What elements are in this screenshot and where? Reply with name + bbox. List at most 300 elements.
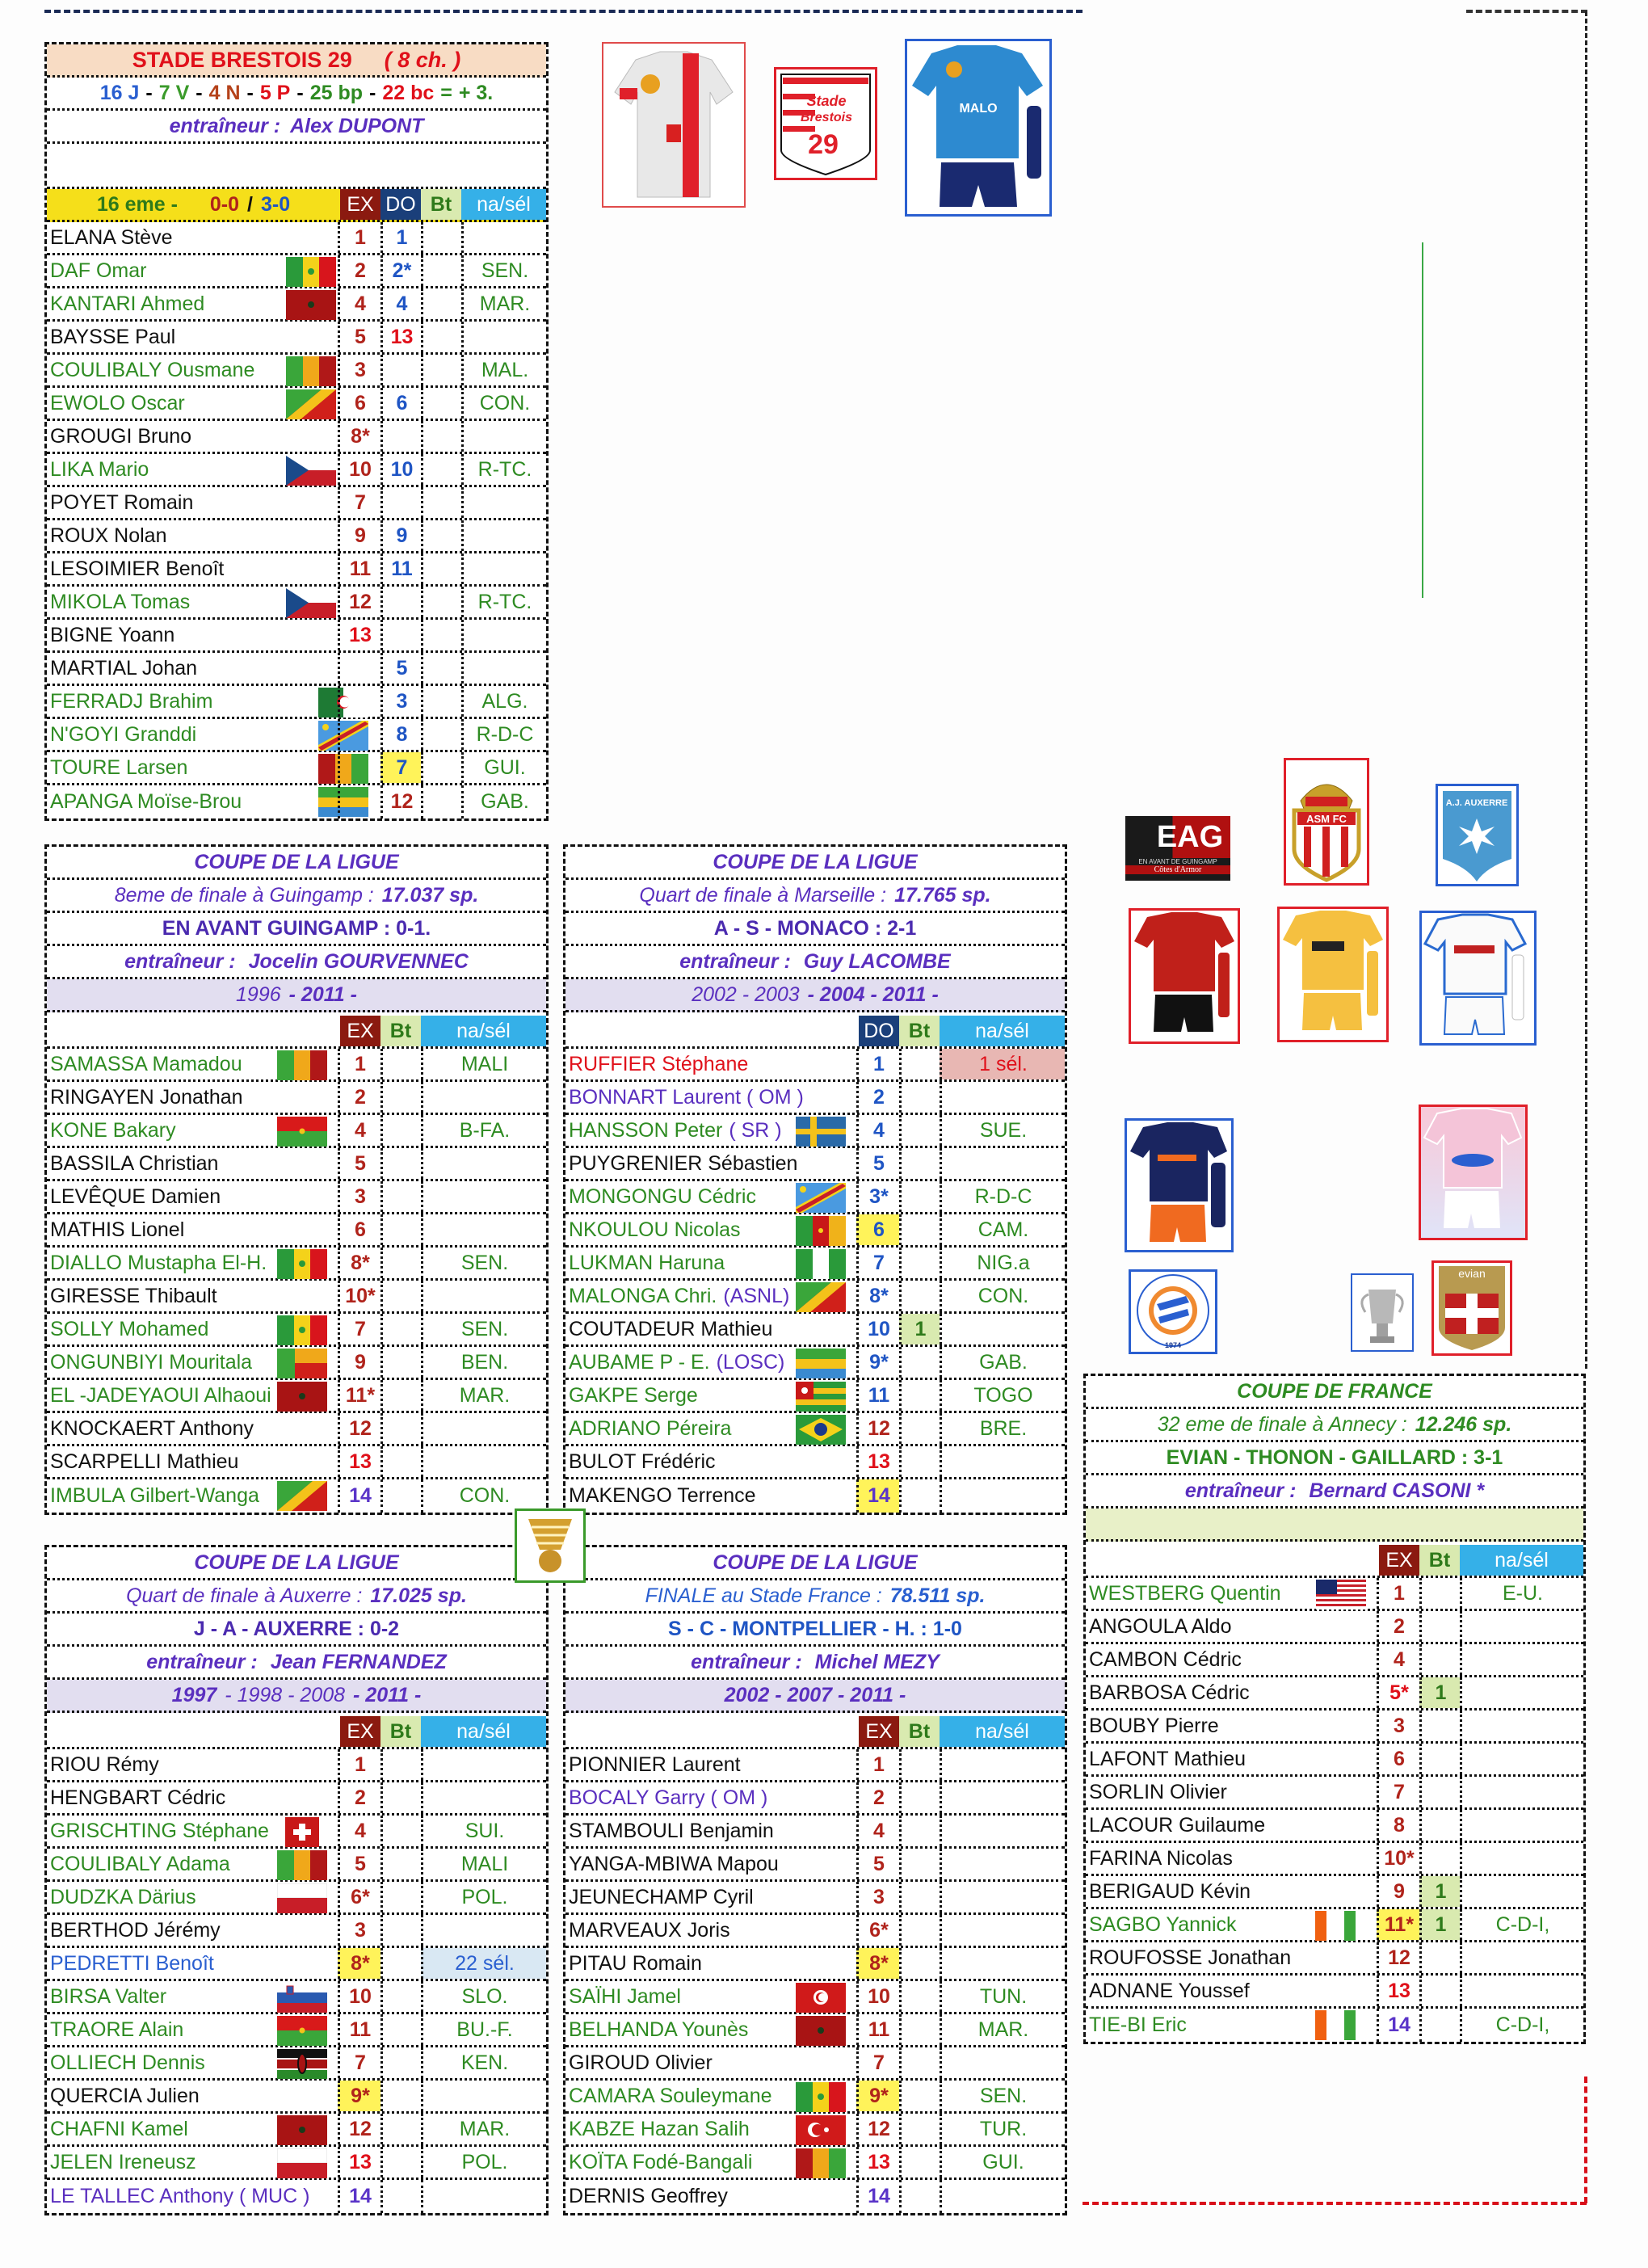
opponent-score: S - C - MONTPELLIER - H. : 1-0	[668, 1617, 962, 1640]
bt-cell	[899, 1882, 940, 1912]
player-name	[1089, 1744, 1372, 1774]
nationality	[940, 1148, 1065, 1179]
ex-number: 4	[856, 1816, 899, 1846]
bt-cell	[380, 1214, 421, 1245]
bt-cell	[421, 255, 461, 286]
opponent-score: EVIAN - THONON - GAILLARD : 3-1	[1166, 1445, 1503, 1469]
player-name-text: SCARPELLI Mathieu	[50, 1450, 239, 1473]
bt-cell	[899, 1214, 940, 1245]
ex-number: 8*	[338, 421, 380, 452]
player-row	[47, 719, 546, 752]
ex-number: 11	[338, 553, 380, 584]
player-row	[565, 2180, 1065, 2213]
venue: Quart de finale à Auxerre :	[126, 1584, 363, 1607]
player-row	[47, 1749, 546, 1782]
do-number: 4	[380, 288, 421, 319]
ex-number	[338, 686, 380, 717]
nationality	[421, 1281, 546, 1311]
flag-mali-icon	[286, 356, 336, 384]
nationality	[461, 520, 546, 551]
player-row	[565, 1248, 1065, 1281]
bt-cell	[421, 421, 461, 452]
player-row	[565, 1380, 1065, 1413]
ex-number: 2	[856, 1782, 899, 1813]
flag-kenya-icon	[277, 2049, 327, 2077]
player-name-text: ANGOULA Aldo	[1089, 1614, 1232, 1638]
do-number: 4	[856, 1115, 899, 1146]
player-row	[1086, 1909, 1583, 1942]
col-ex-header: EX	[340, 1716, 380, 1747]
player-name-text: TRAORE Alain	[50, 2018, 184, 2041]
ex-number: 14	[856, 2180, 899, 2213]
coach-row	[1086, 1475, 1583, 1508]
flag-mali-icon	[277, 1050, 327, 1078]
player-name-text: BULOT Frédéric	[569, 1450, 716, 1473]
bottom-right-red-border	[1083, 2202, 1587, 2205]
nationality	[461, 322, 546, 352]
player-name	[1089, 1644, 1372, 1675]
bt-cell: 1	[1419, 1677, 1460, 1708]
eag-logo-region: Côtes d'Armor	[1125, 865, 1230, 874]
do-number: 13	[856, 1446, 899, 1477]
player-name	[569, 1782, 853, 1813]
do-number: 3*	[856, 1181, 899, 1212]
stat-losses: 5 P	[259, 81, 291, 104]
player-row	[47, 288, 546, 322]
bt-cell	[380, 2014, 421, 2045]
player-name	[50, 1181, 334, 1212]
nationality	[461, 553, 546, 584]
player-row	[47, 1849, 546, 1882]
venue: 8eme de finale à Guingamp :	[114, 883, 374, 907]
monaco-logo-text: ASM FC	[1306, 813, 1347, 825]
player-row	[47, 2180, 546, 2213]
ex-number: 1	[338, 1049, 380, 1079]
bt-cell	[421, 686, 461, 717]
coach-row	[47, 1647, 546, 1680]
do-number	[380, 355, 421, 385]
nationality	[940, 1816, 1065, 1846]
bt-cell	[899, 1915, 940, 1946]
player-name	[569, 1849, 853, 1879]
player-row	[1086, 1611, 1583, 1644]
column-header-row	[565, 1713, 1065, 1749]
final-year: 1997	[171, 1683, 217, 1706]
nationality	[940, 1749, 1065, 1780]
stat-games: 16 J	[99, 81, 140, 104]
col-ns-header: na/sél	[940, 1016, 1065, 1046]
player-name-text: MAKENGO Terrence	[569, 1484, 756, 1507]
col-ns-header: na/sél	[421, 1016, 546, 1046]
nationality: BU.-F.	[421, 2014, 546, 2045]
ex-number: 9	[1377, 1876, 1419, 1907]
player-name	[1089, 1677, 1372, 1708]
nationality: POL.	[421, 1882, 546, 1912]
sep: -	[145, 81, 153, 104]
flag-benin-icon	[277, 1349, 327, 1376]
ex-number: 4	[338, 1115, 380, 1146]
player-row	[47, 1347, 546, 1380]
round-label	[47, 189, 340, 220]
nationality	[421, 1749, 546, 1780]
do-number: 7	[856, 1248, 899, 1278]
player-name-text: COUTADEUR Mathieu	[569, 1317, 773, 1340]
nationality: SUE.	[940, 1115, 1065, 1146]
final-year: - 1998 - 2008	[225, 1683, 346, 1706]
svg-text:29: 29	[808, 129, 839, 160]
player-row	[565, 1948, 1065, 1981]
brest-player-rows	[47, 222, 546, 818]
player-name	[50, 1281, 334, 1311]
sep: -	[195, 81, 203, 104]
player-name	[50, 2180, 334, 2213]
flag-slovenia-icon	[277, 1983, 327, 2010]
venue-row	[47, 1580, 546, 1614]
nationality: POL.	[421, 2147, 546, 2178]
nationality: TOGO	[940, 1380, 1065, 1411]
player-row	[47, 1148, 546, 1181]
nationality: BEN.	[421, 1347, 546, 1378]
ex-number: 2	[338, 1082, 380, 1113]
player-name-text: RIOU Rémy	[50, 1753, 159, 1776]
player-row	[47, 487, 546, 520]
ex-number: 14	[1377, 2009, 1419, 2042]
bt-cell	[421, 355, 461, 385]
nationality: GUI.	[461, 752, 546, 783]
player-name-text: PIONNIER Laurent	[569, 1753, 741, 1776]
coach-name: Michel MEZY	[814, 1650, 940, 1673]
ex-number: 1	[1377, 1578, 1419, 1609]
nationality: SEN.	[421, 1314, 546, 1344]
player-name	[50, 1782, 334, 1813]
ex-number: 2	[338, 1782, 380, 1813]
do-number: 11	[380, 553, 421, 584]
nationality: MAL.	[461, 355, 546, 385]
player-row	[565, 1749, 1065, 1782]
nationality: NIG.a	[940, 1248, 1065, 1278]
player-name-text: SAGBO Yannick	[1089, 1912, 1237, 1936]
player-row	[47, 620, 546, 653]
nationality: R-TC.	[461, 587, 546, 617]
player-name: KANTARI Ahmed	[50, 292, 205, 315]
right-border-dashed	[1585, 11, 1587, 1369]
stat-goals-for: 25 bp	[309, 81, 363, 104]
player-name-text: RUFFIER Stéphane	[569, 1052, 749, 1075]
column-header-row	[565, 1012, 1065, 1049]
player-club: (LOSC)	[716, 1350, 785, 1374]
player-row	[565, 1479, 1065, 1513]
col-ns-header: na/sél	[1460, 1545, 1583, 1576]
player-row	[47, 553, 546, 587]
bt-cell	[421, 487, 461, 518]
nationality	[940, 1849, 1065, 1879]
opponent-row	[47, 913, 546, 946]
bt-cell	[1419, 1644, 1460, 1675]
venue-row	[565, 880, 1065, 913]
player-row	[47, 1479, 546, 1513]
auxerre-crest-icon	[1438, 786, 1516, 884]
nationality: TUN.	[940, 1981, 1065, 2012]
player-name-text: KNOCKAERT Anthony	[50, 1416, 254, 1440]
ex-number: 11	[856, 2014, 899, 2045]
nationality	[421, 1413, 546, 1444]
bt-cell	[899, 1181, 940, 1212]
player-row	[47, 2081, 546, 2114]
player-name-text: HENGBART Cédric	[50, 1786, 226, 1809]
nationality: SLO.	[421, 1981, 546, 2012]
bt-cell	[899, 2047, 940, 2078]
competition-row	[47, 1547, 546, 1580]
bt-cell	[421, 752, 461, 783]
competition-row	[1086, 1376, 1583, 1409]
player-name-text: BELHANDA Younès	[569, 2018, 749, 2041]
crest-icon	[776, 69, 875, 178]
player-row	[565, 2114, 1065, 2147]
ex-number: 2	[1377, 1611, 1419, 1642]
ex-number: 6	[1377, 1744, 1419, 1774]
ex-number: 9*	[856, 2081, 899, 2111]
kit-icon	[1131, 911, 1238, 1041]
do-number: 5	[380, 653, 421, 684]
player-name	[569, 1479, 853, 1513]
player-name	[50, 1446, 334, 1477]
nationality	[940, 1082, 1065, 1113]
do-number: 5	[856, 1148, 899, 1179]
column-header-row	[47, 1713, 546, 1749]
nationality	[940, 1446, 1065, 1477]
do-number: 10	[856, 1314, 899, 1344]
player-name-text: CAMARA Souleymane	[569, 2084, 772, 2107]
bt-cell	[421, 587, 461, 617]
bt-cell	[1419, 1976, 1460, 2006]
nationality: R-D-C	[940, 1181, 1065, 1212]
bt-cell	[899, 2147, 940, 2178]
bt-cell	[899, 1749, 940, 1780]
ex-number: 4	[338, 288, 380, 319]
ex-number: 8*	[338, 1248, 380, 1278]
nationality	[940, 1479, 1065, 1513]
col-ns-header: na/sél	[940, 1716, 1065, 1747]
player-row	[565, 1782, 1065, 1816]
brest-squad-table	[44, 42, 549, 821]
opponent-score: EN AVANT GUINGAMP : 0-1.	[162, 916, 431, 940]
col-ns-header: na/sél	[421, 1716, 546, 1747]
flag-burkina-icon	[277, 1117, 327, 1144]
coach-label: entraîneur :	[691, 1650, 802, 1673]
player-name-text: MALONGA Chri.	[569, 1284, 717, 1307]
bt-cell	[899, 1082, 940, 1113]
player-row	[47, 1981, 546, 2014]
do-number: 8	[380, 719, 421, 750]
player-row	[1086, 1976, 1583, 2009]
bt-cell	[899, 1115, 940, 1146]
flag-morocco-icon	[277, 2115, 327, 2143]
ex-number	[338, 785, 380, 818]
flag-usa-icon	[1316, 1580, 1366, 1607]
player-name	[1089, 1710, 1372, 1741]
auxerre-logo-text: A.J. AUXERRE	[1445, 798, 1508, 808]
player-row	[565, 1181, 1065, 1214]
ex-number: 12	[856, 2114, 899, 2144]
player-row	[47, 1281, 546, 1314]
player-name-text: ROUFOSSE Jonathan	[1089, 1946, 1292, 1969]
top-border-dashed	[44, 10, 1083, 13]
player-name	[50, 1749, 334, 1780]
nationality	[940, 1915, 1065, 1946]
player-name	[50, 2081, 334, 2111]
ex-number: 3	[856, 1882, 899, 1912]
player-name	[50, 1915, 334, 1946]
bt-cell	[899, 1446, 940, 1477]
opponent-score: A - S - MONACO : 2-1	[713, 916, 917, 940]
ex-number: 12	[338, 587, 380, 617]
player-name-text: DERNIS Geoffrey	[569, 2185, 728, 2207]
player-name	[569, 1948, 853, 1979]
player-name: APANGA Moïse-Brou	[50, 790, 242, 813]
flag-tunisia-icon	[796, 1983, 846, 2010]
bt-cell	[421, 785, 461, 818]
player-name-text: KABZE Hazan Salih	[569, 2117, 750, 2140]
player-name: LESOIMIER Benoît	[50, 557, 225, 580]
col-ex-header: EX	[340, 1016, 380, 1046]
player-row	[565, 1849, 1065, 1882]
player-name-text: JEUNECHAMP Cyril	[569, 1885, 754, 1908]
ex-number	[338, 752, 380, 783]
match-table-guingamp	[44, 844, 549, 1515]
player-name	[569, 1749, 853, 1780]
bt-cell	[1419, 2009, 1460, 2042]
player-row	[47, 1882, 546, 1915]
flag-brazil-icon	[796, 1415, 846, 1442]
bt-cell	[899, 1049, 940, 1079]
col-do-header: DO	[859, 1016, 899, 1046]
coach-label: entraîneur :	[169, 114, 281, 137]
player-row	[47, 1049, 546, 1082]
do-number: 7	[380, 752, 421, 783]
coach-label: entraîneur :	[1184, 1479, 1297, 1502]
ex-number: 3	[338, 355, 380, 385]
flag-morocco-icon	[796, 2016, 846, 2043]
ex-number: 6*	[338, 1882, 380, 1912]
player-row	[47, 1948, 546, 1981]
player-row	[47, 587, 546, 620]
ex-number: 10	[338, 1981, 380, 2012]
final-year: 2002 - 2007 - 2011 -	[724, 1683, 906, 1706]
player-row	[47, 222, 546, 255]
do-number	[380, 587, 421, 617]
flag-congo-icon	[277, 1481, 327, 1511]
player-name-text: SORLIN Olivier	[1089, 1780, 1227, 1803]
nationality: GUI.	[940, 2147, 1065, 2178]
bt-cell: 1	[899, 1314, 940, 1344]
monaco-kit-image	[1277, 907, 1389, 1042]
player-row	[565, 2047, 1065, 2081]
player-row	[47, 255, 546, 288]
player-name	[50, 1214, 334, 1245]
bt-cell	[1419, 1710, 1460, 1741]
competition-row	[47, 847, 546, 880]
flag-senegal-icon	[796, 2082, 846, 2110]
nationality	[940, 1882, 1065, 1912]
flag-mali-icon	[277, 1850, 327, 1878]
ex-number: 5	[338, 1849, 380, 1879]
do-number: 10	[380, 454, 421, 485]
nationality	[421, 1148, 546, 1179]
trophy-icon	[517, 1511, 583, 1580]
player-name: DAF Omar	[50, 259, 147, 282]
nationality: SEN.	[940, 2081, 1065, 2111]
do-number: 11	[856, 1380, 899, 1411]
player-row	[565, 1816, 1065, 1849]
player-name-text: DIALLO Mustapha El-H.	[50, 1251, 267, 1274]
player-row	[47, 454, 546, 487]
player-name: GROUGI Bruno	[50, 424, 192, 448]
auxerre-kit-image	[1419, 911, 1537, 1046]
nationality	[421, 1782, 546, 1813]
player-name	[50, 1413, 334, 1444]
bt-cell	[421, 653, 461, 684]
ex-number: 11*	[338, 1380, 380, 1411]
attendance: 12.246 sp.	[1415, 1412, 1512, 1436]
nationality: KEN.	[421, 2047, 546, 2078]
ex-number: 12	[1377, 1942, 1419, 1973]
player-name-text: KONE Bakary	[50, 1118, 176, 1142]
montpellier-logo	[1129, 1269, 1217, 1354]
player-name	[569, 1082, 853, 1113]
nationality: BRE.	[940, 1413, 1065, 1444]
opponent-row	[565, 913, 1065, 946]
do-number: 12	[856, 1413, 899, 1444]
nationality: MAR.	[940, 2014, 1065, 2045]
bt-cell	[421, 520, 461, 551]
flag-poland-icon	[277, 1883, 327, 1911]
player-row	[1086, 1710, 1583, 1744]
player-row	[565, 1314, 1065, 1347]
brest-home-jersey-image	[602, 42, 746, 208]
bt-cell	[380, 1248, 421, 1278]
ex-number: 14	[338, 2180, 380, 2213]
stat-goals-against: 22 bc	[382, 81, 435, 104]
opponent-score: J - A - AUXERRE : 0-2	[193, 1617, 400, 1640]
flag-ivory-icon	[1312, 2010, 1362, 2040]
player-name	[569, 2180, 853, 2213]
ex-number: 14	[338, 1479, 380, 1513]
ex-number: 9	[338, 1347, 380, 1378]
nationality	[1460, 1710, 1583, 1741]
brest-title-extra: ( 8 ch. )	[384, 47, 461, 72]
bt-cell	[380, 1948, 421, 1979]
player-name-text: KOÏTA Fodé-Bangali	[569, 2150, 753, 2173]
player-row	[47, 1413, 546, 1446]
nationality: CON.	[940, 1281, 1065, 1311]
coupe-de-la-ligue-trophy-image	[515, 1508, 586, 1583]
top-right-border-dashed	[1466, 10, 1587, 13]
player-row	[47, 1446, 546, 1479]
player-name: ROUX Nolan	[50, 524, 167, 547]
nationality	[421, 2180, 546, 2213]
player-name-text: JELEN Ireneusz	[50, 2150, 196, 2173]
nationality: MALI	[421, 1049, 546, 1079]
player-row	[47, 1380, 546, 1413]
bt-cell	[899, 1413, 940, 1444]
monaco-logo	[1284, 758, 1369, 886]
nationality	[461, 487, 546, 518]
ex-number: 10	[856, 1981, 899, 2012]
ex-number: 7	[856, 2047, 899, 2078]
player-row	[1086, 1843, 1583, 1876]
player-name-text: NKOULOU Nicolas	[569, 1218, 741, 1241]
ex-number	[338, 653, 380, 684]
